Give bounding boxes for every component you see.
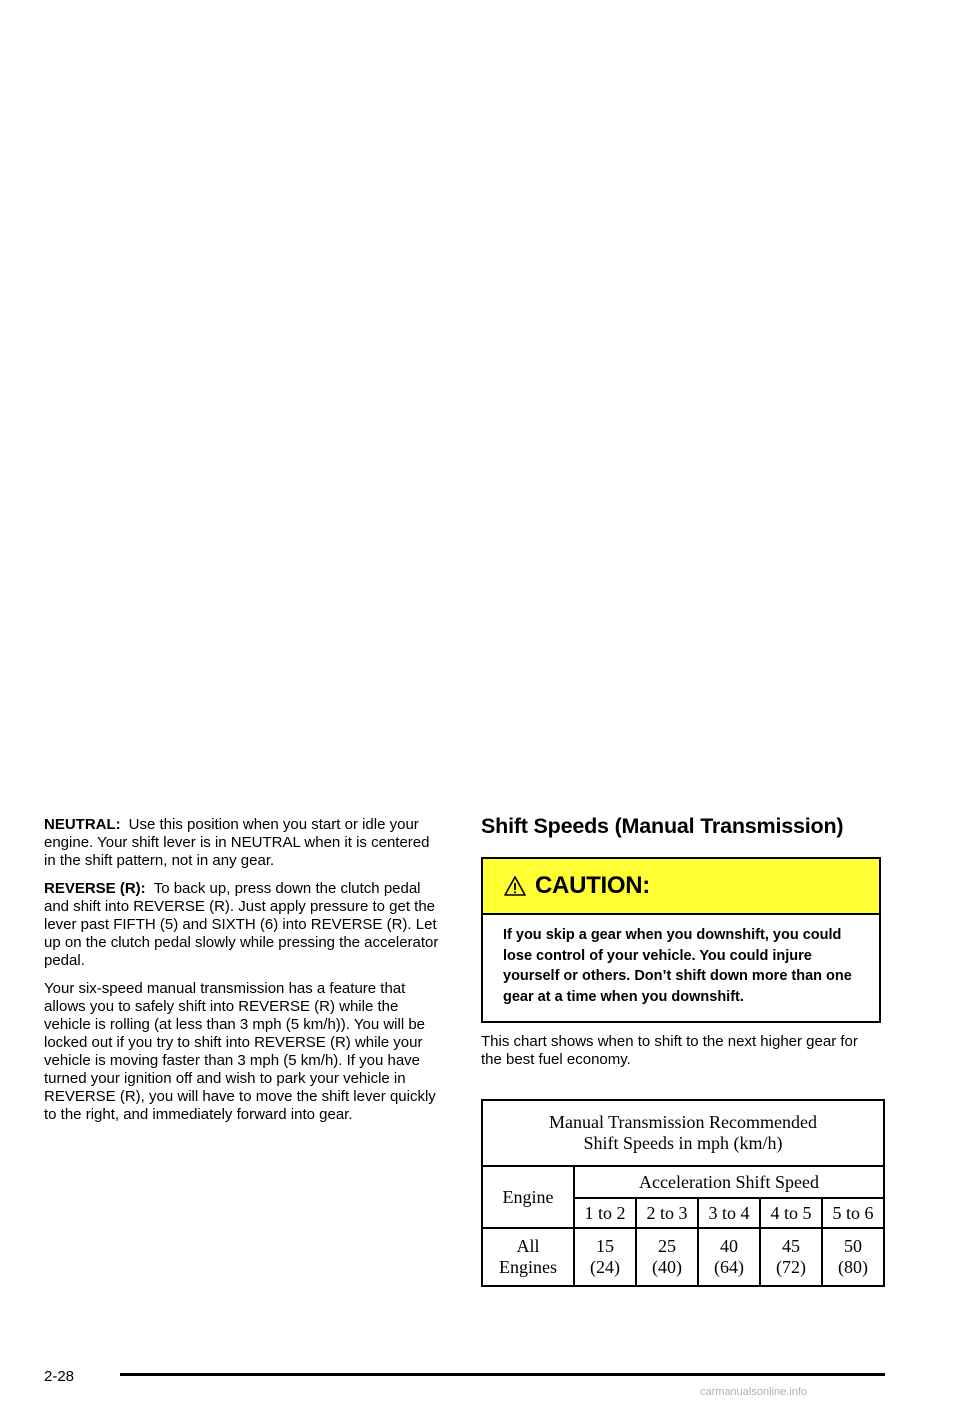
reverse-paragraph (44, 880, 444, 970)
engine-line2: Engines (499, 1257, 557, 1277)
table-title (482, 1100, 884, 1166)
speed-mph: 15 (596, 1236, 614, 1256)
table-title-line2: Shift Speeds in mph (km/h) (583, 1133, 783, 1153)
speed-cell (760, 1228, 822, 1286)
engine-line1: All (516, 1236, 540, 1256)
section-title: Shift Speeds (Manual Transmission) (481, 814, 844, 838)
speed-kmh: (24) (590, 1257, 620, 1277)
caution-box (481, 857, 881, 1023)
speed-mph: 40 (720, 1236, 738, 1256)
accel-header: Acceleration Shift Speed (574, 1166, 884, 1198)
reverse-text: To back up, press down the clutch pedal and shift into REVERSE (R). Just apply pressure to get the lever past FIFTH (5) and SIXTH (6) into REVERSE (R). Let up on the clutch pedal slowly while pressing the accelerator pedal. (44, 880, 439, 969)
speed-cell (636, 1228, 698, 1286)
speed-cell (822, 1228, 884, 1286)
reverse-term: REVERSE (R): (44, 880, 146, 897)
speed-cell (574, 1228, 636, 1286)
gear-header: 5 to 6 (822, 1198, 884, 1228)
page-number: 2-28 (44, 1368, 75, 1385)
speed-kmh: (64) (714, 1257, 744, 1277)
speed-kmh: (72) (776, 1257, 806, 1277)
speed-kmh: (40) (652, 1257, 682, 1277)
neutral-paragraph (44, 816, 444, 870)
speed-mph: 45 (782, 1236, 800, 1256)
neutral-text: Use this position when you start or idle your engine. Your shift lever is in NEUTRAL when it is centered in the shift pattern, not in any gear. (44, 816, 430, 869)
footer-rule (120, 1373, 885, 1376)
gear-header: 1 to 2 (574, 1198, 636, 1228)
caution-header (483, 859, 879, 915)
speed-kmh: (80) (838, 1257, 868, 1277)
engine-header: Engine (482, 1166, 574, 1228)
right-column (481, 812, 885, 1069)
speed-cell (698, 1228, 760, 1286)
table-title-line1: Manual Transmission Recommended (549, 1112, 817, 1132)
gear-header: 3 to 4 (698, 1198, 760, 1228)
warning-triangle-icon (503, 875, 527, 897)
engine-cell (482, 1228, 574, 1286)
caution-text: If you skip a gear when you downshift, you could lose control of your vehicle. You could injure yourself or others. Don’t shift down more than one gear at a time when you downshift. (503, 927, 852, 1005)
shift-speed-table (481, 1099, 885, 1287)
watermark: carmanualsonline.info (700, 1386, 808, 1398)
speed-mph: 25 (658, 1236, 676, 1256)
caution-label: CAUTION: (535, 872, 650, 899)
gear-header: 4 to 5 (760, 1198, 822, 1228)
speed-mph: 50 (844, 1236, 862, 1256)
neutral-term: NEUTRAL: (44, 816, 121, 833)
left-column (44, 816, 444, 1134)
feature-paragraph: Your six-speed manual transmission has a feature that allows you to safely shift into REVERSE (R) while the vehicle is rolling (at less than 3 mph (5 km/h)). You will be locked out if you try to shift into REVERSE (R) while your vehicle is moving faster than 3 mph (5 km/h). If you have turned your ignition off and wish to park your vehicle in REVERSE (R), you will have to move the shift lever quickly to the right, and immediately forward into gear. (44, 980, 436, 1123)
gear-header: 2 to 3 (636, 1198, 698, 1228)
chart-intro: This chart shows when to shift to the next higher gear for the best fuel economy. (481, 1033, 858, 1068)
